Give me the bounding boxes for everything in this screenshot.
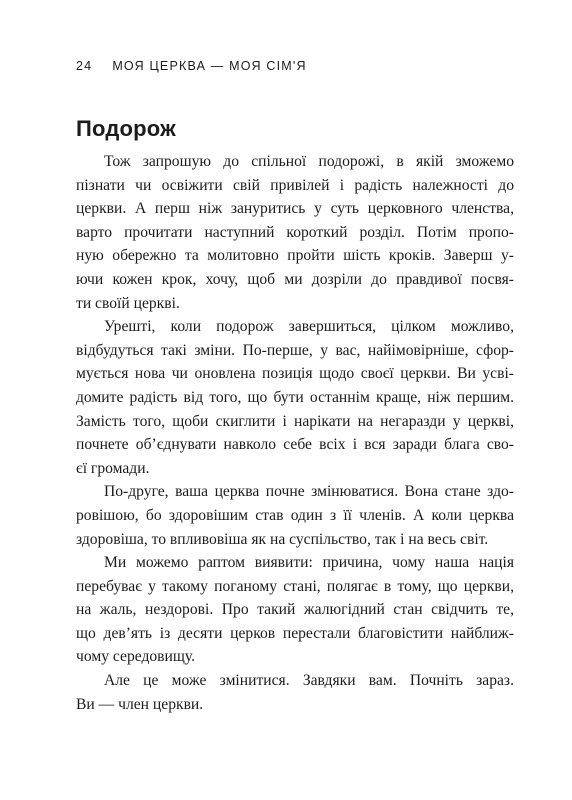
paragraph	[76, 480, 514, 551]
text-line: домите радість від того, що бути останнім краще, ніж першим.	[76, 388, 514, 406]
text-line: єї громади.	[76, 459, 150, 477]
text-line: Урешті, коли подорож завершиться, цілком можливо,	[104, 318, 514, 336]
text-line: Ви — член церкви.	[76, 695, 204, 713]
text-line: здоровіша, то впливовіша як на суспільство, так і на весь світ.	[76, 530, 489, 548]
paragraph	[76, 551, 514, 669]
text-line: відбудуться такі зміни. По-перше, у вас, найімовірніше, сфор-	[76, 341, 514, 359]
text-line: Замість того, щоби скиглити і нарікати на негаразди у церкві,	[76, 412, 514, 430]
text-line: По-друге, ваша церква почне змінюватися. Вона стане здо-	[104, 483, 514, 501]
running-head	[76, 59, 307, 73]
paragraph	[76, 669, 514, 716]
text-line: мується нова чи оновлена позиція щодо своєї церкви. Ви усві-	[76, 365, 514, 383]
text-line: варто прочитати наступний короткий розділ. Потім пропо-	[76, 223, 514, 241]
text-line: на жаль, нездорові. Про такий жалюгідний стан свідчить те,	[76, 601, 514, 619]
text-line: чому середовищу.	[76, 648, 196, 666]
paragraph	[76, 315, 514, 480]
text-line: Але це може змінитися. Завдяки вам. Почніть зараз.	[104, 672, 514, 690]
text-line: ти своїй церкві.	[76, 294, 180, 312]
page-number: 24	[76, 59, 93, 73]
paragraph	[76, 150, 514, 315]
running-title: МОЯ ЦЕРКВА — МОЯ СІМ'Я	[112, 59, 307, 73]
text-line: пізнати чи освіжити свій привілей і радість належності до	[76, 176, 514, 194]
text-line: ючи кожен крок, хочу, щоб ми дозріли до правдивої посвя-	[76, 270, 514, 288]
text-line: почнете об’єднувати навколо себе всіх і вся заради блага сво-	[76, 436, 514, 454]
text-line: перебуває у такому поганому стані, полягає в тому, що церкви,	[76, 577, 514, 595]
text-line: Тож запрошую до спільної подорожі, в якій зможемо	[104, 153, 514, 170]
text-line: що дев’ять із десяти церков перестали благовістити найближ-	[76, 624, 514, 642]
body-text	[76, 150, 514, 716]
section-heading: Подорож	[76, 116, 176, 141]
text-line: ную обережно та молитовно пройти шість кроків. Заверш у-	[76, 247, 514, 265]
text-line: ровішою, бо здоровішим став один з її членів. А коли церква	[76, 506, 514, 524]
text-line: Ми можемо раптом виявити: причина, чому наша нація	[104, 554, 514, 572]
text-line: церкви. А перш ніж зануритись у суть церковного членства,	[76, 200, 514, 218]
